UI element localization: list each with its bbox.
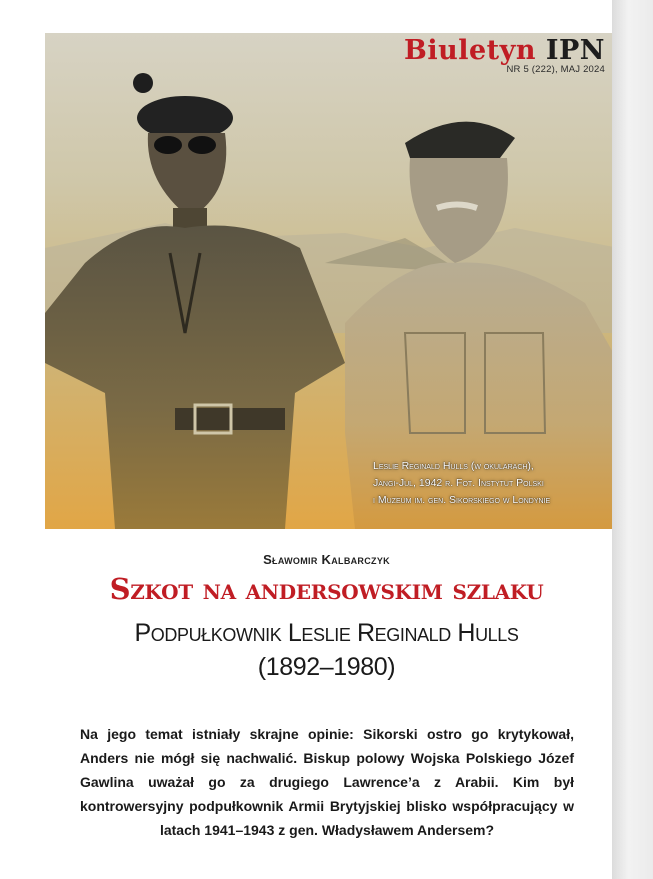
caption-line: i Muzeum im. gen. Sikorskiego w Londynie (373, 494, 551, 506)
article-title: Szkot na andersowskim szlaku (109, 572, 544, 606)
masthead-brand-part1: Biuletyn (404, 35, 536, 66)
page-edge (612, 0, 653, 879)
cover-photo (45, 33, 619, 529)
article-lead: Na jego temat istniały skrajne opinie: Sikorski ostro go krytykował, Anders nie mógł się nachwalić. Biskup polowy Wojska Polskiego Józef Gawlina uważał go za drugiego Lawrence’a z Arabii. Kim był kontrowersyjny podpułkownik Armii Brytyjskiej blisko współpracujący w latach 1941–1943 z gen. Władysławem Andersem? (80, 726, 574, 838)
masthead-brand-part2: IPN (545, 35, 605, 66)
subtitle-dates: (1892–1980) (257, 653, 396, 681)
caption-line: Jangi-Jul, 1942 r. Fot. Instytut Polski (373, 477, 544, 489)
officer-left-figure (45, 73, 345, 529)
subtitle-line: Podpułkownik Leslie Reginald Hulls (134, 619, 519, 647)
caption-line: Leslie Reginald Hulls (w okularach), (373, 460, 534, 472)
photo-caption (373, 458, 609, 509)
masthead-logo (404, 35, 605, 67)
masthead (404, 35, 605, 75)
article-subtitle (0, 616, 653, 684)
issue-number: NR 5 (222), MAJ 2024 (506, 64, 605, 75)
article-author: Sławomir Kalbarczyk (263, 552, 390, 567)
photo-illustration (45, 33, 619, 529)
